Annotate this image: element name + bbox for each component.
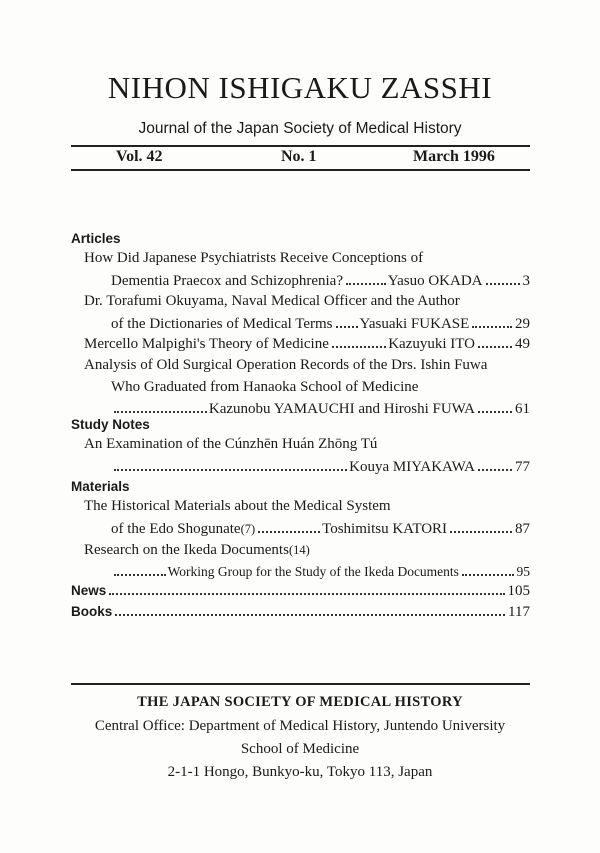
toc-entry-page: 105 [507,583,530,599]
toc-entry-title: How Did Japanese Psychiatrists Receive Conceptions of [84,250,424,266]
dot-leader [109,593,504,595]
footer-rule [71,683,530,685]
toc-entry-title: Dr. Torafumi Okuyama, Naval Medical Officer and the Author [84,293,460,309]
dot-leader [478,346,512,348]
society-name: THE JAPAN SOCIETY OF MEDICAL HISTORY [137,694,463,710]
toc-entry-page: 77 [515,459,530,475]
toc-entry [111,564,530,580]
toc-entry-part: (14) [288,543,310,557]
dot-leader [346,283,386,285]
dot-leader [115,614,505,616]
toc-entry [84,336,530,353]
dot-leader [258,531,320,533]
toc-entry-author: Kazuyuki ITO [388,336,475,352]
toc-entry-page: 29 [515,316,530,332]
dot-leader [478,469,512,471]
toc-entry-title: The Historical Materials about the Medical System [84,498,391,514]
toc-entry-title: Dementia Praecox and Schizophrenia? [111,273,343,289]
volume-label: Vol. 42 [116,148,163,165]
dot-leader [472,326,512,328]
toc-entry-author: Yasuo OKADA [387,273,483,289]
toc-entry-author: Toshimitsu KATORI [322,521,448,537]
toc-entry [84,542,464,559]
toc-entry-page: 117 [508,604,530,620]
toc-entry-page: 3 [522,273,530,289]
toc-entry-title: Who Graduated from Hanaoka School of Medicine [111,379,419,395]
toc-entry-page: 95 [516,564,531,579]
toc-entry-title: Research on the Ikeda Documents [84,542,289,558]
society-office: Central Office: Department of Medical History, Juntendo University [94,718,506,734]
journal-title: NIHON ISHIGAKU ZASSHI [107,70,493,105]
section-heading-articles: Articles [71,231,121,246]
issue-date: March 1996 [413,148,495,165]
issue-number: No. 1 [281,148,317,165]
toc-entry-title: of the Dictionaries of Medical Terms [111,316,333,332]
toc-entry-books [71,604,530,621]
toc-entry-author: Working Group for the Study of the Ikeda Documents [167,564,459,579]
toc-entry-part: (7) [240,522,256,536]
society-address: 2-1-1 Hongo, Bunkyo-ku, Tokyo 113, Japan [167,764,433,780]
toc-entry-title: An Examination of the Cúnzhēn Huán Zhōng Tú [84,436,378,452]
toc-entry [111,273,530,290]
section-heading-news: News [71,583,107,598]
toc-entry-author: Yasuaki FUKASE [359,316,470,332]
toc-entry-title: Mercello Malpighi's Theory of Medicine [84,336,329,352]
toc-entry-page: 49 [515,336,530,352]
toc-entry-title: of the Edo Shogunate [111,521,241,537]
toc-entry [111,459,530,476]
toc-entry [111,401,530,418]
toc-entry [111,316,530,333]
dot-leader [462,574,514,576]
toc-entry-news [71,583,530,600]
section-heading-books: Books [71,604,113,619]
toc-entry [111,521,530,538]
society-school: School of Medicine [240,741,360,757]
section-heading-study-notes: Study Notes [71,417,150,432]
dot-leader [450,531,512,533]
dot-leader [478,411,512,413]
dot-leader [114,574,166,576]
toc-entry-author: Kouya MIYAKAWA [349,459,475,475]
toc-entry-page: 61 [515,401,530,417]
dot-leader [336,326,358,328]
dot-leader [114,411,207,413]
dot-leader [114,469,347,471]
dot-leader [486,283,520,285]
toc-entry-title: Analysis of Old Surgical Operation Records of the Drs. Ishin Fuwa [84,357,488,373]
dot-leader [332,346,386,348]
journal-subtitle: Journal of the Japan Society of Medical History [138,120,462,137]
section-heading-materials: Materials [71,479,130,494]
toc-entry-page: 87 [515,521,531,537]
toc-entry-author: Kazunobu YAMAUCHI and Hiroshi FUWA [208,401,475,417]
